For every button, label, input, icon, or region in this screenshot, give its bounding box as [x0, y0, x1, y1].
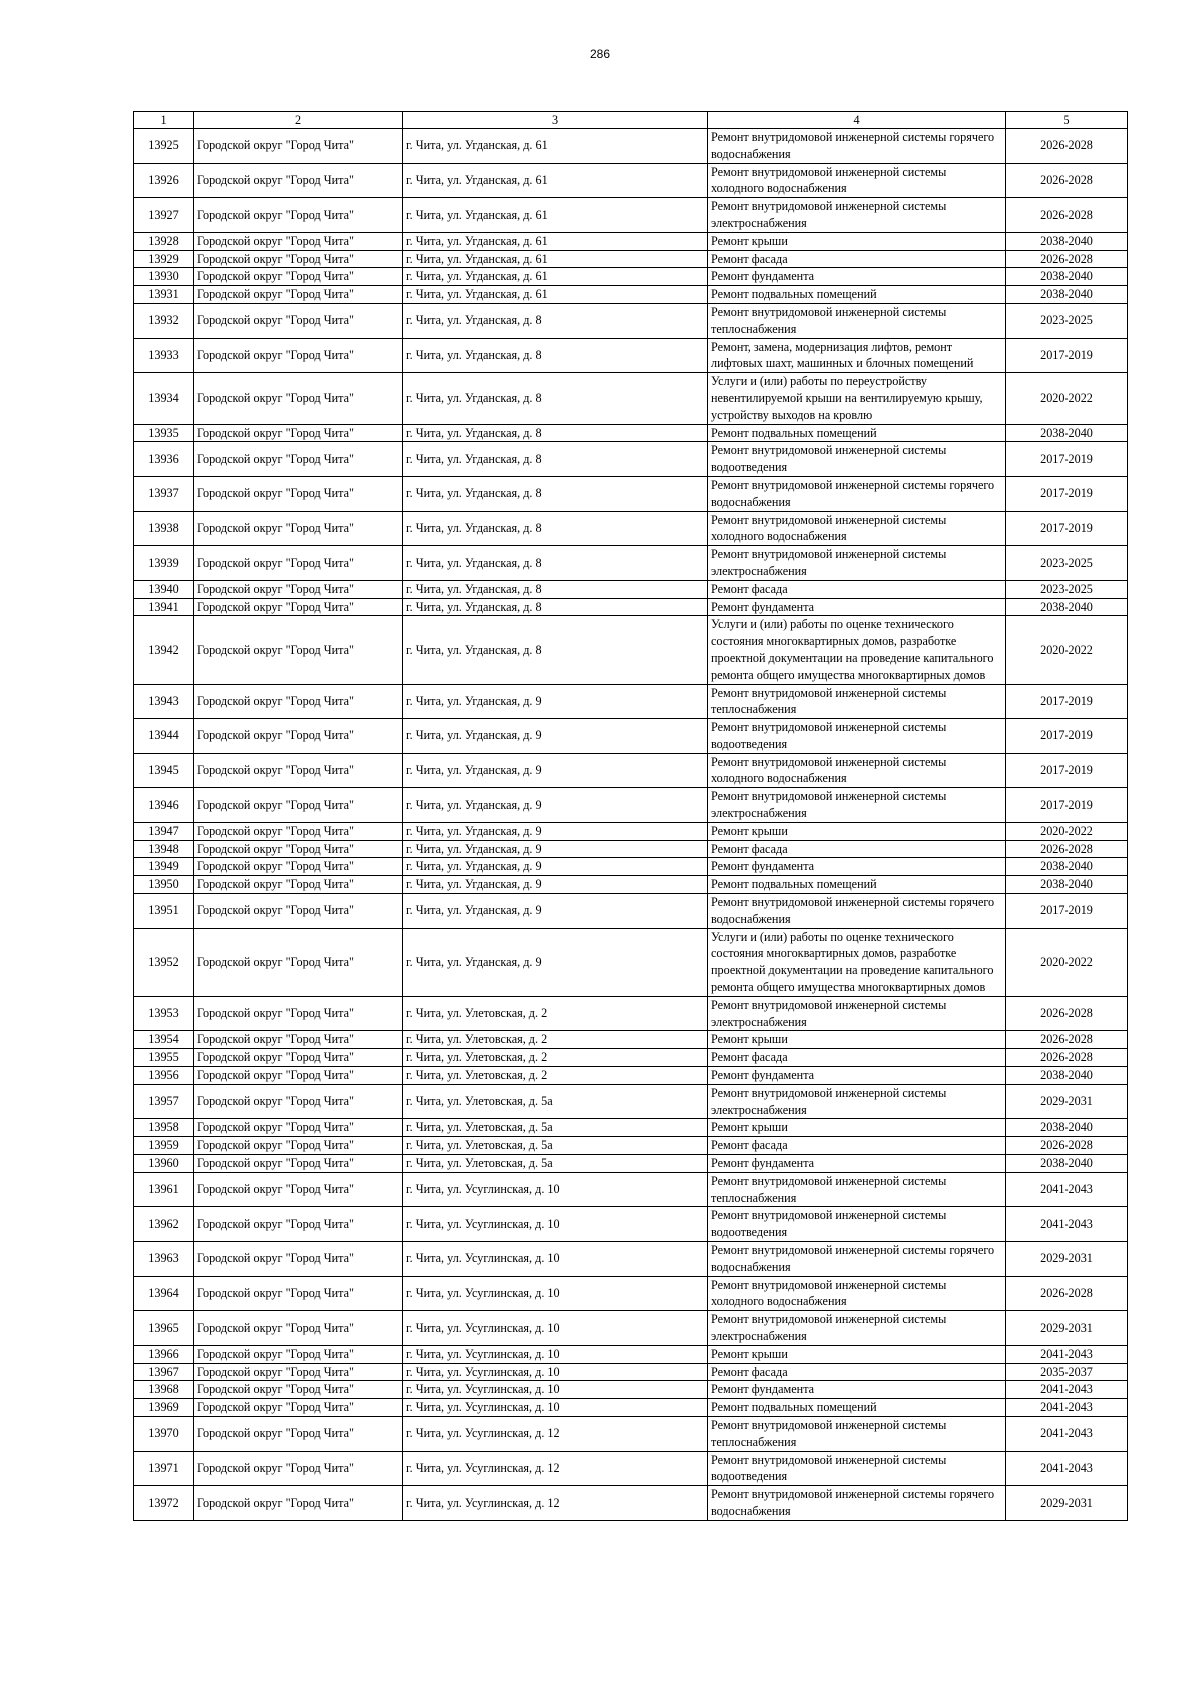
- period-cell: 2041-2043: [1006, 1345, 1128, 1363]
- table-row: [134, 442, 1128, 477]
- row-number-cell: 13935: [134, 424, 194, 442]
- address-cell: г. Чита, ул. Угданская, д. 61: [403, 286, 708, 304]
- row-number-cell: 13941: [134, 598, 194, 616]
- address-cell: г. Чита, ул. Угданская, д. 9: [403, 840, 708, 858]
- address-cell: г. Чита, ул. Угданская, д. 8: [403, 546, 708, 581]
- period-cell: 2038-2040: [1006, 268, 1128, 286]
- address-cell: г. Чита, ул. Улетовская, д. 2: [403, 1067, 708, 1085]
- work-type-cell: Ремонт внутридомовой инженерной системы холодного водоснабжения: [708, 1276, 1006, 1311]
- column-header: 3: [403, 112, 708, 129]
- row-number-cell: 13943: [134, 684, 194, 719]
- table-row: [134, 719, 1128, 754]
- address-cell: г. Чита, ул. Угданская, д. 9: [403, 858, 708, 876]
- row-number-cell: 13970: [134, 1416, 194, 1451]
- address-cell: г. Чита, ул. Усуглинская, д. 10: [403, 1311, 708, 1346]
- municipality-cell: Городской округ "Город Чита": [194, 129, 403, 164]
- table-row: [134, 894, 1128, 929]
- work-type-cell: Ремонт подвальных помещений: [708, 876, 1006, 894]
- page-number: 286: [589, 47, 611, 61]
- period-cell: 2017-2019: [1006, 511, 1128, 546]
- address-cell: г. Чита, ул. Усуглинская, д. 12: [403, 1451, 708, 1486]
- municipality-cell: Городской округ "Город Чита": [194, 198, 403, 233]
- municipality-cell: Городской округ "Город Чита": [194, 1416, 403, 1451]
- municipality-cell: Городской округ "Город Чита": [194, 163, 403, 198]
- period-cell: 2026-2028: [1006, 1049, 1128, 1067]
- row-number-cell: 13955: [134, 1049, 194, 1067]
- row-number-cell: 13931: [134, 286, 194, 304]
- table-row: [134, 616, 1128, 684]
- table-row: [134, 1207, 1128, 1242]
- municipality-cell: Городской округ "Город Чита": [194, 1119, 403, 1137]
- period-cell: 2023-2025: [1006, 546, 1128, 581]
- period-cell: 2038-2040: [1006, 232, 1128, 250]
- table-row: [134, 876, 1128, 894]
- row-number-cell: 13964: [134, 1276, 194, 1311]
- row-number-cell: 13968: [134, 1381, 194, 1399]
- address-cell: г. Чита, ул. Угданская, д. 9: [403, 894, 708, 929]
- table-row: [134, 286, 1128, 304]
- address-cell: г. Чита, ул. Усуглинская, д. 10: [403, 1345, 708, 1363]
- municipality-cell: Городской округ "Город Чита": [194, 840, 403, 858]
- work-type-cell: Ремонт крыши: [708, 822, 1006, 840]
- address-cell: г. Чита, ул. Угданская, д. 9: [403, 753, 708, 788]
- work-type-cell: Ремонт внутридомовой инженерной системы холодного водоснабжения: [708, 511, 1006, 546]
- work-type-cell: Ремонт внутридомовой инженерной системы электроснабжения: [708, 546, 1006, 581]
- row-number-cell: 13969: [134, 1399, 194, 1417]
- period-cell: 2041-2043: [1006, 1207, 1128, 1242]
- table-row: [134, 598, 1128, 616]
- work-type-cell: Ремонт внутридомовой инженерной системы электроснабжения: [708, 996, 1006, 1031]
- address-cell: г. Чита, ул. Усуглинская, д. 10: [403, 1276, 708, 1311]
- municipality-cell: Городской округ "Город Чита": [194, 1399, 403, 1417]
- work-type-cell: Ремонт, замена, модернизация лифтов, ремонт лифтовых шахт, машинных и блочных помещений: [708, 338, 1006, 373]
- address-cell: г. Чита, ул. Улетовская, д. 5а: [403, 1119, 708, 1137]
- table-row: [134, 232, 1128, 250]
- work-type-cell: Ремонт внутридомовой инженерной системы горячего водоснабжения: [708, 1242, 1006, 1277]
- municipality-cell: Городской округ "Город Чита": [194, 928, 403, 996]
- municipality-cell: Городской округ "Город Чита": [194, 1084, 403, 1119]
- period-cell: 2023-2025: [1006, 580, 1128, 598]
- period-cell: 2017-2019: [1006, 442, 1128, 477]
- table-row: [134, 858, 1128, 876]
- table-row: [134, 1345, 1128, 1363]
- table-row: [134, 1137, 1128, 1155]
- table-row: [134, 268, 1128, 286]
- row-number-cell: 13971: [134, 1451, 194, 1486]
- period-cell: 2038-2040: [1006, 1119, 1128, 1137]
- row-number-cell: 13926: [134, 163, 194, 198]
- period-cell: 2041-2043: [1006, 1451, 1128, 1486]
- address-cell: г. Чита, ул. Улетовская, д. 2: [403, 1049, 708, 1067]
- period-cell: 2041-2043: [1006, 1381, 1128, 1399]
- address-cell: г. Чита, ул. Угданская, д. 9: [403, 684, 708, 719]
- column-header: 2: [194, 112, 403, 129]
- address-cell: г. Чита, ул. Угданская, д. 9: [403, 719, 708, 754]
- work-type-cell: Ремонт крыши: [708, 1119, 1006, 1137]
- period-cell: 2029-2031: [1006, 1242, 1128, 1277]
- header-row: [134, 112, 1128, 129]
- address-cell: г. Чита, ул. Угданская, д. 61: [403, 198, 708, 233]
- municipality-cell: Городской округ "Город Чита": [194, 250, 403, 268]
- row-number-cell: 13960: [134, 1155, 194, 1173]
- period-cell: 2017-2019: [1006, 338, 1128, 373]
- period-cell: 2029-2031: [1006, 1486, 1128, 1521]
- address-cell: г. Чита, ул. Угданская, д. 8: [403, 338, 708, 373]
- address-cell: г. Чита, ул. Усуглинская, д. 10: [403, 1172, 708, 1207]
- table-row: [134, 1363, 1128, 1381]
- table-row: [134, 684, 1128, 719]
- table-row: [134, 129, 1128, 164]
- municipality-cell: Городской округ "Город Чита": [194, 876, 403, 894]
- municipality-cell: Городской округ "Город Чита": [194, 753, 403, 788]
- row-number-cell: 13936: [134, 442, 194, 477]
- work-type-cell: Ремонт подвальных помещений: [708, 1399, 1006, 1417]
- work-type-cell: Ремонт внутридомовой инженерной системы холодного водоснабжения: [708, 163, 1006, 198]
- period-cell: 2038-2040: [1006, 598, 1128, 616]
- address-cell: г. Чита, ул. Улетовская, д. 5а: [403, 1137, 708, 1155]
- column-header: 1: [134, 112, 194, 129]
- work-type-cell: Ремонт внутридомовой инженерной системы горячего водоснабжения: [708, 476, 1006, 511]
- municipality-cell: Городской округ "Город Чита": [194, 858, 403, 876]
- period-cell: 2020-2022: [1006, 373, 1128, 424]
- address-cell: г. Чита, ул. Усуглинская, д. 10: [403, 1363, 708, 1381]
- row-number-cell: 13962: [134, 1207, 194, 1242]
- work-type-cell: Ремонт фасада: [708, 1137, 1006, 1155]
- row-number-cell: 13954: [134, 1031, 194, 1049]
- row-number-cell: 13927: [134, 198, 194, 233]
- work-type-cell: Ремонт фасада: [708, 1049, 1006, 1067]
- work-type-cell: Ремонт фундамента: [708, 268, 1006, 286]
- work-type-cell: Услуги и (или) работы по переустройству невентилируемой крыши на вентилируемую крышу, устройству выходов на кровлю: [708, 373, 1006, 424]
- capital-repair-table: [133, 111, 1128, 1521]
- municipality-cell: Городской округ "Город Чита": [194, 1311, 403, 1346]
- table-row: [134, 1242, 1128, 1277]
- table-header: [134, 112, 1128, 129]
- period-cell: 2026-2028: [1006, 1276, 1128, 1311]
- municipality-cell: Городской округ "Город Чита": [194, 424, 403, 442]
- row-number-cell: 13963: [134, 1242, 194, 1277]
- work-type-cell: Ремонт фасада: [708, 250, 1006, 268]
- table-row: [134, 250, 1128, 268]
- address-cell: г. Чита, ул. Угданская, д. 8: [403, 511, 708, 546]
- row-number-cell: 13932: [134, 303, 194, 338]
- municipality-cell: Городской округ "Город Чита": [194, 1451, 403, 1486]
- period-cell: 2026-2028: [1006, 250, 1128, 268]
- municipality-cell: Городской округ "Город Чита": [194, 996, 403, 1031]
- address-cell: г. Чита, ул. Угданская, д. 61: [403, 163, 708, 198]
- work-type-cell: Ремонт фундамента: [708, 1155, 1006, 1173]
- row-number-cell: 13930: [134, 268, 194, 286]
- period-cell: 2026-2028: [1006, 840, 1128, 858]
- work-type-cell: Ремонт внутридомовой инженерной системы электроснабжения: [708, 198, 1006, 233]
- municipality-cell: Городской округ "Город Чита": [194, 442, 403, 477]
- row-number-cell: 13952: [134, 928, 194, 996]
- municipality-cell: Городской округ "Город Чита": [194, 616, 403, 684]
- work-type-cell: Услуги и (или) работы по оценке технического состояния многоквартирных домов, разработке проектной документации на проведение капитального ремонта общего имущества многоквартирных домов: [708, 928, 1006, 996]
- row-number-cell: 13925: [134, 129, 194, 164]
- municipality-cell: Городской округ "Город Чита": [194, 1031, 403, 1049]
- municipality-cell: Городской округ "Город Чита": [194, 598, 403, 616]
- row-number-cell: 13950: [134, 876, 194, 894]
- row-number-cell: 13959: [134, 1137, 194, 1155]
- table-row: [134, 753, 1128, 788]
- address-cell: г. Чита, ул. Угданская, д. 61: [403, 250, 708, 268]
- table-row: [134, 1119, 1128, 1137]
- table-row: [134, 1084, 1128, 1119]
- column-header: 4: [708, 112, 1006, 129]
- period-cell: 2026-2028: [1006, 996, 1128, 1031]
- address-cell: г. Чита, ул. Угданская, д. 9: [403, 928, 708, 996]
- work-type-cell: Ремонт фундамента: [708, 598, 1006, 616]
- period-cell: 2026-2028: [1006, 129, 1128, 164]
- table-row: [134, 198, 1128, 233]
- work-type-cell: Ремонт внутридомовой инженерной системы горячего водоснабжения: [708, 894, 1006, 929]
- table-row: [134, 1311, 1128, 1346]
- municipality-cell: Городской округ "Город Чита": [194, 511, 403, 546]
- row-number-cell: 13949: [134, 858, 194, 876]
- row-number-cell: 13958: [134, 1119, 194, 1137]
- address-cell: г. Чита, ул. Угданская, д. 8: [403, 598, 708, 616]
- address-cell: г. Чита, ул. Угданская, д. 8: [403, 424, 708, 442]
- municipality-cell: Городской округ "Город Чита": [194, 232, 403, 250]
- table-row: [134, 822, 1128, 840]
- work-type-cell: Ремонт крыши: [708, 1345, 1006, 1363]
- municipality-cell: Городской округ "Город Чита": [194, 719, 403, 754]
- row-number-cell: 13939: [134, 546, 194, 581]
- address-cell: г. Чита, ул. Угданская, д. 8: [403, 373, 708, 424]
- period-cell: 2026-2028: [1006, 163, 1128, 198]
- table-row: [134, 1486, 1128, 1521]
- municipality-cell: Городской округ "Город Чита": [194, 1345, 403, 1363]
- municipality-cell: Городской округ "Город Чита": [194, 476, 403, 511]
- table-row: [134, 1155, 1128, 1173]
- period-cell: 2017-2019: [1006, 788, 1128, 823]
- period-cell: 2038-2040: [1006, 858, 1128, 876]
- period-cell: 2029-2031: [1006, 1311, 1128, 1346]
- municipality-cell: Городской округ "Город Чита": [194, 580, 403, 598]
- work-type-cell: Ремонт внутридомовой инженерной системы теплоснабжения: [708, 1416, 1006, 1451]
- address-cell: г. Чита, ул. Угданская, д. 8: [403, 476, 708, 511]
- municipality-cell: Городской округ "Город Чита": [194, 822, 403, 840]
- period-cell: 2026-2028: [1006, 198, 1128, 233]
- address-cell: г. Чита, ул. Угданская, д. 8: [403, 616, 708, 684]
- row-number-cell: 13957: [134, 1084, 194, 1119]
- address-cell: г. Чита, ул. Угданская, д. 8: [403, 580, 708, 598]
- row-number-cell: 13967: [134, 1363, 194, 1381]
- period-cell: 2038-2040: [1006, 876, 1128, 894]
- work-type-cell: Ремонт внутридомовой инженерной системы горячего водоснабжения: [708, 129, 1006, 164]
- table-row: [134, 546, 1128, 581]
- municipality-cell: Городской округ "Город Чита": [194, 1486, 403, 1521]
- municipality-cell: Городской округ "Город Чита": [194, 546, 403, 581]
- table-body: [134, 129, 1128, 1521]
- work-type-cell: Ремонт внутридомовой инженерной системы теплоснабжения: [708, 684, 1006, 719]
- work-type-cell: Ремонт фундамента: [708, 1381, 1006, 1399]
- table-row: [134, 338, 1128, 373]
- row-number-cell: 13928: [134, 232, 194, 250]
- address-cell: г. Чита, ул. Улетовская, д. 2: [403, 996, 708, 1031]
- work-type-cell: Ремонт внутридомовой инженерной системы водоотведения: [708, 442, 1006, 477]
- period-cell: 2026-2028: [1006, 1031, 1128, 1049]
- work-type-cell: Ремонт фасада: [708, 580, 1006, 598]
- address-cell: г. Чита, ул. Усуглинская, д. 12: [403, 1416, 708, 1451]
- table-row: [134, 373, 1128, 424]
- period-cell: 2041-2043: [1006, 1416, 1128, 1451]
- period-cell: 2023-2025: [1006, 303, 1128, 338]
- table-row: [134, 788, 1128, 823]
- row-number-cell: 13956: [134, 1067, 194, 1085]
- work-type-cell: Ремонт подвальных помещений: [708, 424, 1006, 442]
- municipality-cell: Городской округ "Город Чита": [194, 1276, 403, 1311]
- table-row: [134, 1276, 1128, 1311]
- address-cell: г. Чита, ул. Усуглинская, д. 10: [403, 1399, 708, 1417]
- address-cell: г. Чита, ул. Угданская, д. 9: [403, 876, 708, 894]
- work-type-cell: Ремонт внутридомовой инженерной системы электроснабжения: [708, 1084, 1006, 1119]
- work-type-cell: Ремонт фундамента: [708, 1067, 1006, 1085]
- municipality-cell: Городской округ "Город Чита": [194, 338, 403, 373]
- table-row: [134, 928, 1128, 996]
- row-number-cell: 13966: [134, 1345, 194, 1363]
- address-cell: г. Чита, ул. Угданская, д. 9: [403, 788, 708, 823]
- work-type-cell: Ремонт фундамента: [708, 858, 1006, 876]
- address-cell: г. Чита, ул. Угданская, д. 8: [403, 303, 708, 338]
- row-number-cell: 13929: [134, 250, 194, 268]
- municipality-cell: Городской округ "Город Чита": [194, 684, 403, 719]
- municipality-cell: Городской округ "Город Чита": [194, 1172, 403, 1207]
- table-row: [134, 1416, 1128, 1451]
- row-number-cell: 13948: [134, 840, 194, 858]
- table-row: [134, 163, 1128, 198]
- work-type-cell: Ремонт подвальных помещений: [708, 286, 1006, 304]
- municipality-cell: Городской округ "Город Чита": [194, 1207, 403, 1242]
- row-number-cell: 13937: [134, 476, 194, 511]
- address-cell: г. Чита, ул. Угданская, д. 61: [403, 232, 708, 250]
- period-cell: 2038-2040: [1006, 1155, 1128, 1173]
- municipality-cell: Городской округ "Город Чита": [194, 286, 403, 304]
- table-row: [134, 1399, 1128, 1417]
- period-cell: 2038-2040: [1006, 424, 1128, 442]
- table-row: [134, 303, 1128, 338]
- period-cell: 2026-2028: [1006, 1137, 1128, 1155]
- period-cell: 2020-2022: [1006, 822, 1128, 840]
- work-type-cell: Услуги и (или) работы по оценке технического состояния многоквартирных домов, разработке проектной документации на проведение капитального ремонта общего имущества многоквартирных домов: [708, 616, 1006, 684]
- address-cell: г. Чита, ул. Усуглинская, д. 10: [403, 1242, 708, 1277]
- table-row: [134, 1172, 1128, 1207]
- table-row: [134, 580, 1128, 598]
- municipality-cell: Городской округ "Город Чита": [194, 1049, 403, 1067]
- row-number-cell: 13945: [134, 753, 194, 788]
- work-type-cell: Ремонт фасада: [708, 1363, 1006, 1381]
- period-cell: 2041-2043: [1006, 1399, 1128, 1417]
- table-row: [134, 1049, 1128, 1067]
- period-cell: 2038-2040: [1006, 1067, 1128, 1085]
- address-cell: г. Чита, ул. Усуглинская, д. 12: [403, 1486, 708, 1521]
- address-cell: г. Чита, ул. Угданская, д. 61: [403, 268, 708, 286]
- row-number-cell: 13942: [134, 616, 194, 684]
- work-type-cell: Ремонт внутридомовой инженерной системы водоотведения: [708, 1207, 1006, 1242]
- work-type-cell: Ремонт крыши: [708, 1031, 1006, 1049]
- work-type-cell: Ремонт внутридомовой инженерной системы водоотведения: [708, 1451, 1006, 1486]
- work-type-cell: Ремонт внутридомовой инженерной системы электроснабжения: [708, 788, 1006, 823]
- municipality-cell: Городской округ "Город Чита": [194, 1155, 403, 1173]
- address-cell: г. Чита, ул. Усуглинская, д. 10: [403, 1381, 708, 1399]
- municipality-cell: Городской округ "Город Чита": [194, 268, 403, 286]
- municipality-cell: Городской округ "Город Чита": [194, 1067, 403, 1085]
- row-number-cell: 13953: [134, 996, 194, 1031]
- row-number-cell: 13961: [134, 1172, 194, 1207]
- table-row: [134, 1031, 1128, 1049]
- row-number-cell: 13940: [134, 580, 194, 598]
- address-cell: г. Чита, ул. Улетовская, д. 2: [403, 1031, 708, 1049]
- row-number-cell: 13965: [134, 1311, 194, 1346]
- work-type-cell: Ремонт фасада: [708, 840, 1006, 858]
- municipality-cell: Городской округ "Город Чита": [194, 788, 403, 823]
- municipality-cell: Городской округ "Город Чита": [194, 1242, 403, 1277]
- row-number-cell: 13934: [134, 373, 194, 424]
- period-cell: 2020-2022: [1006, 616, 1128, 684]
- column-header: 5: [1006, 112, 1128, 129]
- address-cell: г. Чита, ул. Улетовская, д. 5а: [403, 1084, 708, 1119]
- municipality-cell: Городской округ "Город Чита": [194, 1363, 403, 1381]
- period-cell: 2017-2019: [1006, 476, 1128, 511]
- period-cell: 2041-2043: [1006, 1172, 1128, 1207]
- address-cell: г. Чита, ул. Угданская, д. 61: [403, 129, 708, 164]
- period-cell: 2029-2031: [1006, 1084, 1128, 1119]
- period-cell: 2035-2037: [1006, 1363, 1128, 1381]
- municipality-cell: Городской округ "Город Чита": [194, 303, 403, 338]
- address-cell: г. Чита, ул. Угданская, д. 8: [403, 442, 708, 477]
- row-number-cell: 13946: [134, 788, 194, 823]
- work-type-cell: Ремонт внутридомовой инженерной системы теплоснабжения: [708, 303, 1006, 338]
- table-row: [134, 1067, 1128, 1085]
- table-row: [134, 424, 1128, 442]
- address-cell: г. Чита, ул. Усуглинская, д. 10: [403, 1207, 708, 1242]
- period-cell: 2020-2022: [1006, 928, 1128, 996]
- municipality-cell: Городской округ "Город Чита": [194, 894, 403, 929]
- table-row: [134, 840, 1128, 858]
- municipality-cell: Городской округ "Город Чита": [194, 1381, 403, 1399]
- table-row: [134, 511, 1128, 546]
- table-row: [134, 996, 1128, 1031]
- municipality-cell: Городской округ "Город Чита": [194, 373, 403, 424]
- row-number-cell: 13951: [134, 894, 194, 929]
- period-cell: 2017-2019: [1006, 753, 1128, 788]
- table-row: [134, 1381, 1128, 1399]
- table-row: [134, 1451, 1128, 1486]
- row-number-cell: 13933: [134, 338, 194, 373]
- period-cell: 2017-2019: [1006, 894, 1128, 929]
- work-type-cell: Ремонт внутридомовой инженерной системы горячего водоснабжения: [708, 1486, 1006, 1521]
- address-cell: г. Чита, ул. Угданская, д. 9: [403, 822, 708, 840]
- row-number-cell: 13938: [134, 511, 194, 546]
- municipality-cell: Городской округ "Город Чита": [194, 1137, 403, 1155]
- work-type-cell: Ремонт внутридомовой инженерной системы водоотведения: [708, 719, 1006, 754]
- work-type-cell: Ремонт внутридомовой инженерной системы электроснабжения: [708, 1311, 1006, 1346]
- period-cell: 2038-2040: [1006, 286, 1128, 304]
- row-number-cell: 13944: [134, 719, 194, 754]
- period-cell: 2017-2019: [1006, 684, 1128, 719]
- work-type-cell: Ремонт внутридомовой инженерной системы холодного водоснабжения: [708, 753, 1006, 788]
- table-row: [134, 476, 1128, 511]
- row-number-cell: 13947: [134, 822, 194, 840]
- work-type-cell: Ремонт внутридомовой инженерной системы теплоснабжения: [708, 1172, 1006, 1207]
- period-cell: 2017-2019: [1006, 719, 1128, 754]
- work-type-cell: Ремонт крыши: [708, 232, 1006, 250]
- row-number-cell: 13972: [134, 1486, 194, 1521]
- address-cell: г. Чита, ул. Улетовская, д. 5а: [403, 1155, 708, 1173]
